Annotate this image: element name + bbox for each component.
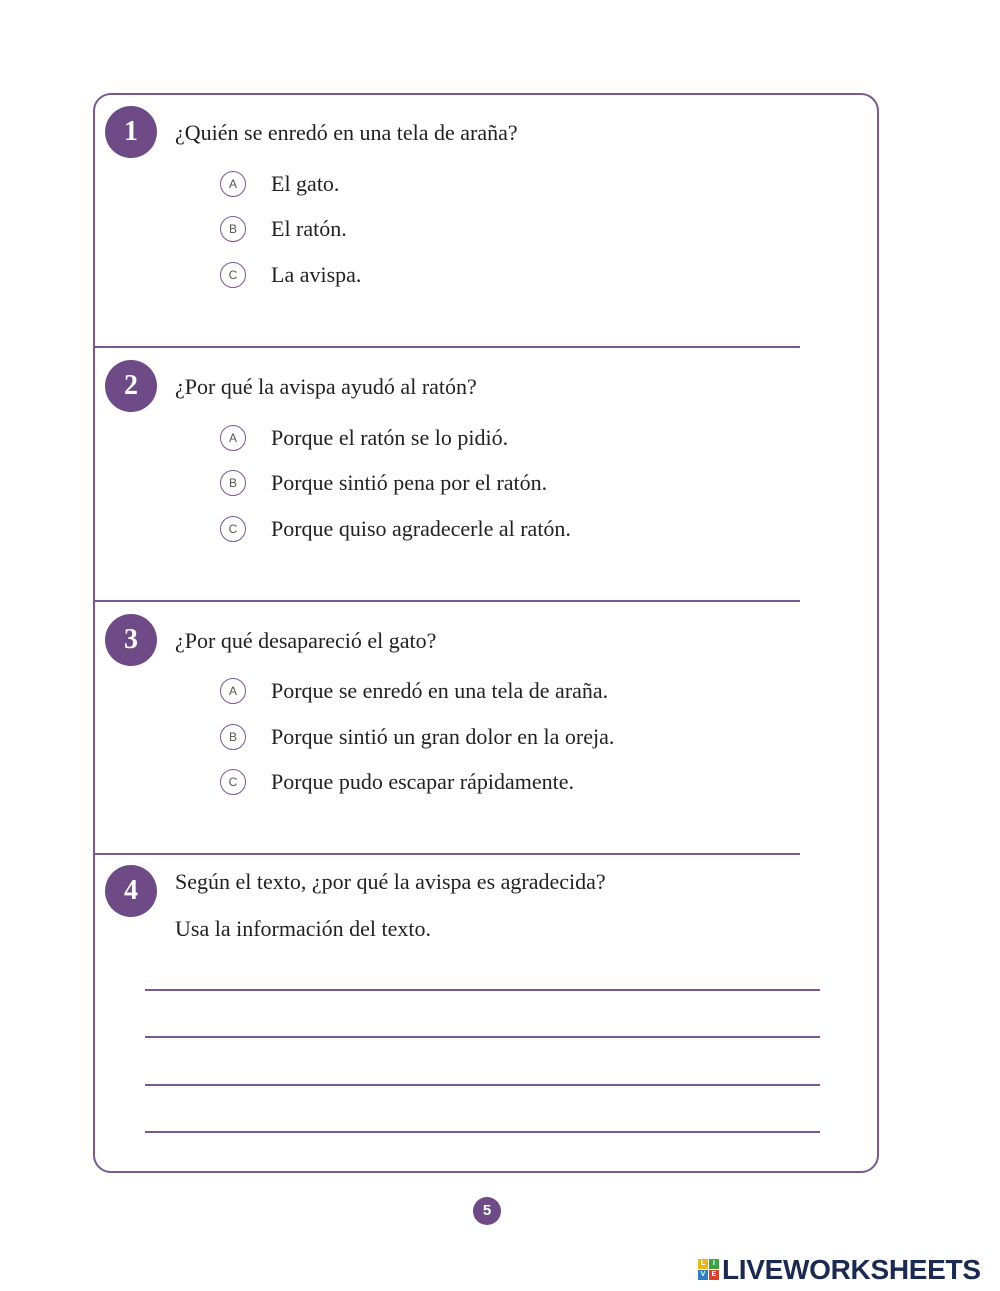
option-text: Porque sintió un gran dolor en la oreja. xyxy=(271,724,615,749)
mark-letter-e: E xyxy=(709,1270,719,1280)
option-bubble[interactable]: C xyxy=(220,262,246,288)
option-text: La avispa. xyxy=(271,262,362,287)
section-divider xyxy=(93,346,800,348)
answer-line-3[interactable] xyxy=(145,1084,820,1086)
option-text: Porque sintió pena por el ratón. xyxy=(271,470,548,495)
option-bubble[interactable]: A xyxy=(220,678,246,704)
option-text: Porque pudo escapar rápidamente. xyxy=(271,769,574,794)
question-1-number: 1 xyxy=(105,106,157,158)
section-divider xyxy=(93,853,800,855)
mark-letter-l: L xyxy=(698,1259,708,1269)
liveworksheets-wordmark: LIVEWORKSHEETS xyxy=(722,1254,981,1285)
section-divider xyxy=(93,600,800,602)
option-bubble[interactable]: B xyxy=(220,470,246,496)
option-text: Porque se enredó en una tela de araña. xyxy=(271,678,609,703)
liveworksheets-mark-icon xyxy=(698,1259,720,1281)
answer-line-4[interactable] xyxy=(145,1131,820,1133)
question-4-number: 4 xyxy=(105,865,157,917)
option-bubble[interactable]: A xyxy=(220,171,246,197)
option-text: El ratón. xyxy=(271,216,347,241)
option-bubble[interactable]: B xyxy=(220,724,246,750)
option-text: Porque el ratón se lo pidió. xyxy=(271,425,509,450)
option-bubble[interactable]: A xyxy=(220,425,246,451)
question-3-text: ¿Por qué desapareció el gato? xyxy=(175,628,437,653)
answer-line-1[interactable] xyxy=(145,989,820,991)
option-text: Porque quiso agradecerle al ratón. xyxy=(271,516,571,541)
mark-letter-i: I xyxy=(709,1259,719,1269)
page-number: 5 xyxy=(473,1197,501,1225)
option-bubble[interactable]: C xyxy=(220,769,246,795)
option-bubble[interactable]: B xyxy=(220,216,246,242)
question-3-number: 3 xyxy=(105,614,157,666)
question-2-text: ¿Por qué la avispa ayudó al ratón? xyxy=(175,374,477,399)
question-4-text: Según el texto, ¿por qué la avispa es agradecida? xyxy=(175,869,606,894)
question-4-instruction: Usa la información del texto. xyxy=(175,916,431,941)
question-2-number: 2 xyxy=(105,360,157,412)
option-text: El gato. xyxy=(271,171,340,196)
answer-line-2[interactable] xyxy=(145,1036,820,1038)
option-bubble[interactable]: C xyxy=(220,516,246,542)
question-1-text: ¿Quién se enredó en una tela de araña? xyxy=(175,120,518,145)
mark-letter-v: V xyxy=(698,1270,708,1280)
